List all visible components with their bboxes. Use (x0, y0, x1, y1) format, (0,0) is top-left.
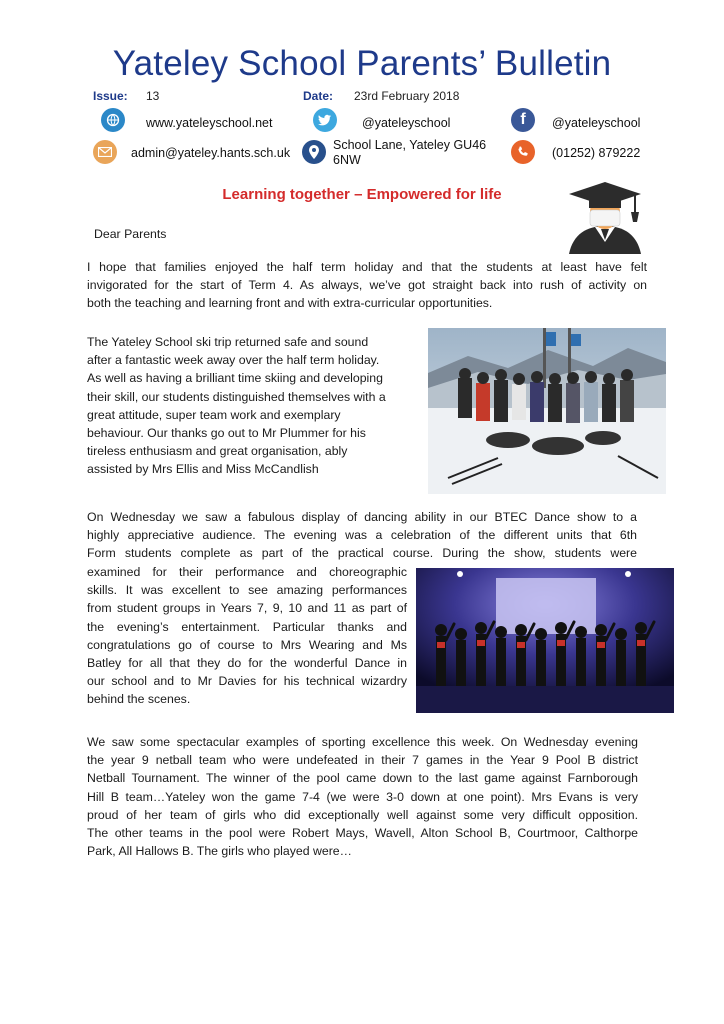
text-line: We saw some spectacular examples of sporting excellence this week. On Wednesday evening (87, 735, 638, 749)
text-line: behind the scenes. (87, 692, 191, 707)
tagline: Learning together – Empowered for life (222, 186, 502, 203)
sport-paragraph (87, 733, 638, 860)
graduate-icon (565, 180, 645, 256)
intro-paragraph (87, 258, 647, 313)
text-line: tireless enthusiasm and great organisation, ably (87, 444, 348, 459)
text-line: Netball Tournament. The winner of the pool came down to the last game against Farnborough (87, 771, 638, 786)
website-link[interactable]: www.yateleyschool.net (146, 116, 273, 130)
greeting: Dear Parents (94, 227, 167, 241)
facebook-icon: f (511, 108, 535, 132)
globe-icon (101, 108, 125, 132)
text-line: both the teaching and learning front and with extra-curricular opportunities. (87, 296, 493, 311)
location-icon (302, 140, 326, 164)
text-line: behaviour. Our thanks go out to Mr Plummer for his (87, 426, 366, 441)
text-line: after a fantastic week away over the half term holiday. (87, 353, 380, 368)
dance-paragraph-top (87, 508, 637, 563)
twitter-handle[interactable]: @yateleyschool (362, 116, 451, 130)
dance-paragraph-wrap (87, 563, 407, 709)
text-line: On Wednesday we saw a fabulous display of dancing ability in our BTEC Dance show to a (87, 510, 637, 524)
text-line: As well as having a brilliant time skiing and developing (87, 371, 383, 386)
issue-value: 13 (146, 89, 160, 103)
text-line: Form students complete as part of the practical course. During the show, students were (87, 546, 637, 561)
issue-label: Issue: (93, 89, 128, 103)
text-line: proud of her team of girls who did exceptionally well against some very difficult opposition. (87, 807, 638, 822)
facebook-handle[interactable]: @yateleyschool (552, 116, 641, 130)
text-line: great attitude, super team work and exemplary (87, 407, 341, 422)
email-icon (93, 140, 117, 164)
date-value: 23rd February 2018 (354, 89, 460, 103)
dance-show-photo (416, 568, 674, 713)
text-line: The other teams in the pool were Robert Mays, Wavell, Alton School B, Courtmoor, Calthorpe (87, 826, 638, 841)
ski-trip-photo (428, 328, 666, 494)
text-line: examined for their performance and choreographic (87, 565, 407, 579)
twitter-icon (313, 108, 337, 132)
text-line: The Yateley School ski trip returned safe and sound (87, 335, 369, 349)
text-line: assisted by Mrs Ellis and Miss McCandlish (87, 462, 319, 477)
address-line-1: School Lane, Yateley GU46 (333, 138, 487, 152)
text-line: Park, All Hallows B. The girls who played were… (87, 844, 352, 859)
text-line: I hope that families enjoyed the half term holiday and that the students at least have felt (87, 260, 647, 274)
text-line: invigorated for the start of Term 4. As always, we’ve got straight back into rush of activity on (87, 278, 647, 293)
address-line-2: 6NW (333, 153, 361, 167)
date-label: Date: (303, 89, 334, 103)
phone-icon (511, 140, 535, 164)
text-line: highly appreciative audience. The evening was a celebration of the different units that 6th (87, 528, 637, 543)
text-line: congratulations go of course to Mrs Wearing and Ms (87, 637, 407, 652)
text-line: Hill B team…Yateley won the game 7-4 (we were 3-0 down at one point). Mrs Evans is very (87, 789, 638, 804)
text-line: the evening’s entertainment. Particular thanks and (87, 619, 407, 634)
bulletin-title: Yateley School Parents’ Bulletin (112, 44, 612, 83)
text-line: skills. It was excellent to see amazing performances (87, 583, 407, 598)
phone-number[interactable]: (01252) 879222 (552, 146, 641, 160)
text-line: the year 9 netball team who were undefeated in their 7 games in the Year 9 Pool B district (87, 753, 638, 768)
email-link[interactable]: admin@yateley.hants.sch.uk (131, 146, 291, 160)
text-line: Batley for all that they do for the wonderful Dance in (87, 656, 407, 671)
ski-trip-paragraph (87, 333, 417, 479)
text-line: from student groups in Years 7, 9, 10 and 11 as part of (87, 601, 407, 616)
text-line: our school and to Mr Davies for his technical wizardry (87, 674, 407, 689)
text-line: their skill, our students distinguished themselves with a (87, 389, 386, 404)
